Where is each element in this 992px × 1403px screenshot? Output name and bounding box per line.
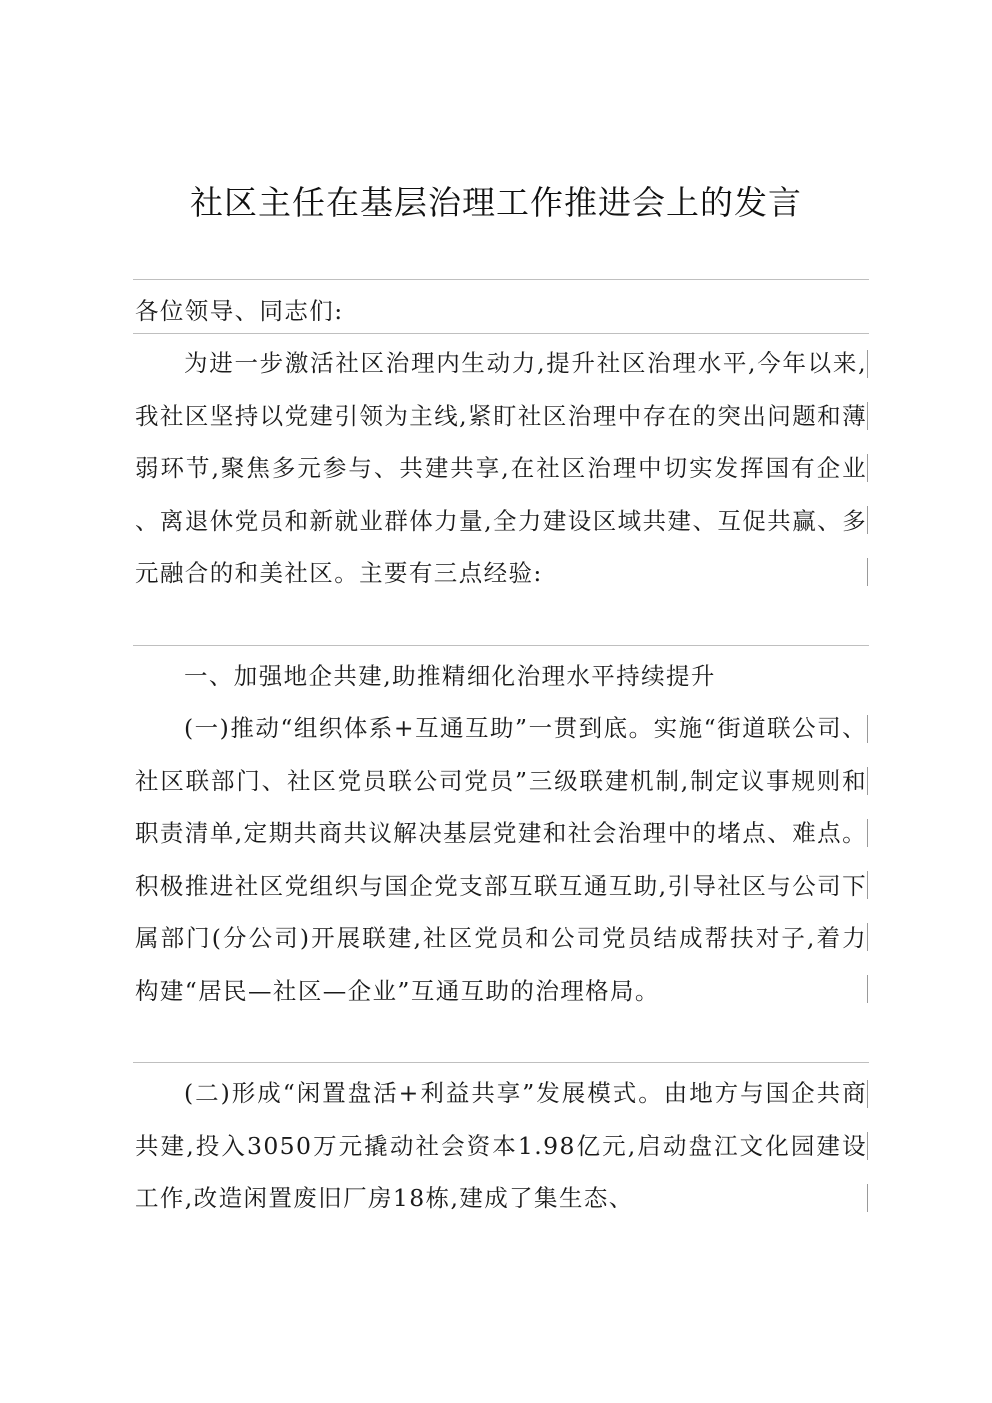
salutation: 各位领导、同志们: xyxy=(135,297,344,325)
section-divider xyxy=(133,279,869,280)
document-title: 社区主任在基层治理工作推进会上的发言 xyxy=(190,183,802,222)
paragraph-intro: 为进一步激活社区治理内生动力,提升社区治理水平,今年以来,我社区坚持以党建引领为主线,紧盯社区治理中存在的突出问题和薄弱环节,聚焦多元参与、共建共享,在社区治理中切实发挥国有企业、离退休党员和新就业群体力量,全力建设区域共建、互促共赢、多元融合的和美社区。主要有三点经验: xyxy=(135,349,867,587)
section-divider xyxy=(133,645,869,646)
column-marker xyxy=(867,975,868,1003)
column-marker xyxy=(867,402,868,430)
column-marker xyxy=(867,871,868,899)
column-marker xyxy=(867,454,868,482)
paragraph-subsection-1: (一)推动“组织体系+互通互助”一贯到底。实施“街道联公司、社区联部门、社区党员联公司党员”三级联建机制,制定议事规则和职责清单,定期共商共议解决基层党建和社会治理中的堵点、难点。积极推进社区党组织与国企党支部互联互通互助,引导社区与公司下属部门(分公司)开展联建,社区党员和公司党员结成帮扶对子,着力构建“居民—社区—企业”互通互助的治理格局。 xyxy=(135,714,867,1005)
column-marker xyxy=(867,715,868,743)
column-marker xyxy=(867,767,868,795)
section-heading: 一、加强地企共建,助推精细化治理水平持续提升 xyxy=(184,662,716,690)
column-marker xyxy=(867,1132,868,1160)
section-divider xyxy=(133,1062,869,1063)
column-marker xyxy=(867,923,868,951)
column-marker xyxy=(867,558,868,586)
column-marker xyxy=(867,1184,868,1212)
column-marker xyxy=(867,350,868,378)
column-marker xyxy=(867,1080,868,1108)
paragraph-subsection-2: (二)形成“闲置盘活+利益共享”发展模式。由地方与国企共商共建,投入3050万元撬动社会资本1.98亿元,启动盘江文化园建设工作,改造闲置废旧厂房18栋,建成了集生态、 xyxy=(135,1079,867,1212)
column-marker xyxy=(867,819,868,847)
column-marker xyxy=(867,506,868,534)
section-divider xyxy=(133,333,869,334)
